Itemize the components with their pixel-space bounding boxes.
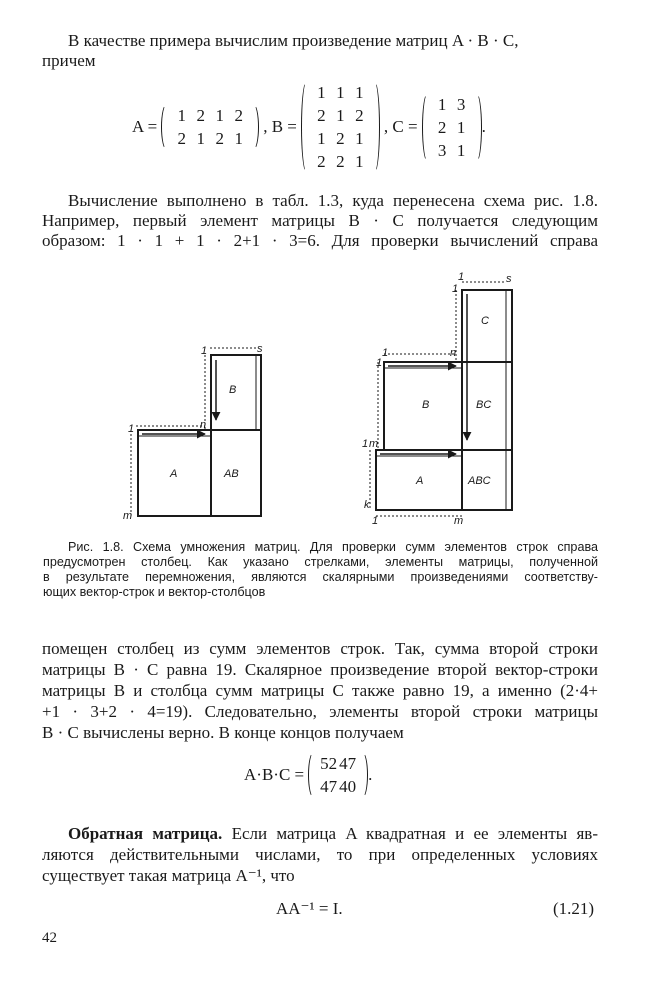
matrix-cell: 1 [456,140,466,160]
para2-line2: Например, первый элемент матрицы B · C получается следующим [42,211,598,230]
matrix-c [422,93,482,162]
fig-right-n: n [450,347,457,359]
para4-line3: существует такая матрица A⁻¹, что [42,866,295,885]
para4-line1-text: Если матрица A квадратная и ее элементы яв- [222,824,598,843]
matrix-cell: 1 [355,152,364,171]
fig-right-m: m [369,438,379,450]
matrix-cell: 1 [355,83,364,102]
matrix-cell: 2 [355,106,364,125]
fig-left-a: A [170,468,178,480]
fig-left-m: m [123,510,133,522]
matrix-row [312,81,369,104]
fig-right-s: s [506,273,512,285]
matrix-a [161,104,259,150]
matrix-cell: 2 [336,152,345,171]
caption-line1: Рис. 1.8. Схема умножения матриц. Для проверки сумм элементов строк справа [68,540,598,554]
matrix-cell: 1 [355,129,364,148]
matrix-cell: 1 [317,83,326,102]
fig-right-one-top: 1 [458,271,465,283]
caption-line3: в результате перемножения, являются скалярными произведениями соответству- [43,570,598,584]
result-matrix [308,752,368,798]
figure-1-8 [0,260,650,535]
matrix-row [312,150,369,173]
matrix-row [312,127,369,150]
matrix-b-label: , B = [263,117,297,136]
matrix-cell: 1 [177,106,186,125]
result-label: A·B·C = [244,765,305,784]
matrix-cell: 2 [317,106,326,125]
fig-left-one-mid: 1 [128,423,135,435]
matrix-cell: 52 [320,754,338,773]
matrix-cell: 3 [456,94,466,114]
matrix-cell: 1 [196,129,205,148]
figure-caption [43,540,598,600]
fig-left-b: B [229,384,237,396]
fig-right-one-a: 1 [362,438,369,450]
matrix-cell: 2 [234,106,243,125]
fig-right-bc: BC [476,399,492,411]
matrix-equation [128,82,486,172]
fig-right-one-c: 1 [452,283,459,295]
matrix-cell: 1 [336,83,345,102]
para3-line5: B · C вычислены верно. В конце концов получаем [42,723,404,742]
matrix-b [301,81,380,173]
matrix-cell: 1 [234,129,243,148]
matrix-cell: 40 [339,777,357,796]
para4-line2: ляются действительными числами, то при определенных условиях [42,845,598,864]
matrix-cell: 1 [336,106,345,125]
fig-right-b: B [422,399,430,411]
matrix-row [172,127,248,150]
fig-right-c: C [481,315,489,327]
para2-line1: Вычисление выполнено в табл. 1.3, куда перенесена схема рис. 1.8. [68,191,598,210]
page-number: 42 [42,930,57,946]
fig-right-abc: ABC [468,475,491,487]
fig-right-one-b2: 1 [376,357,383,369]
matrix-cell: 2 [336,129,345,148]
matrix-cell: 2 [215,129,224,148]
equation-number: (1.21) [553,899,595,918]
caption-line2: предусмотрен столбец. Как указано стрелками, элементы матрицы, полученной [43,555,598,569]
matrix-cell: 3 [437,140,447,160]
caption-line4: ющих вектор-строк и вектор-столбцов [43,585,266,599]
fig-left-ab: AB [224,468,239,480]
matrix-cell: 1 [317,129,326,148]
para3-line2: матрицы B · C равна 19. Скалярное произведение второй вектор-строки [42,660,598,679]
fig-left-n: n [200,419,207,431]
matrix-end: . [481,117,486,136]
para1-line2: причем [42,51,96,70]
result-equation [240,752,372,798]
matrix-row [319,752,357,775]
matrix-row [433,116,471,139]
fig-right-one-b: 1 [382,347,389,359]
fig-left-one-top: 1 [201,345,208,357]
matrix-row [433,93,471,116]
fig-right-m-bot: m [454,515,464,527]
para4-line1 [68,823,598,845]
matrix-row [319,775,357,798]
para3-line3: матрицы B и столбца сумм матрицы C также равно 19, а именно (2·4+ [42,681,598,700]
matrix-row [312,104,369,127]
inverse-matrix-heading: Обратная матрица. [68,824,223,843]
matrix-cell: 2 [437,117,447,137]
matrix-cell: 2 [177,129,186,148]
para3-line1: помещен столбец из сумм элементов строк. Так, сумма второй строки [42,639,598,658]
matrix-row [172,104,248,127]
matrix-row [433,139,471,162]
matrix-cell: 1 [437,94,447,114]
matrix-cell: 47 [339,754,357,773]
fig-right-k: k [364,499,370,511]
matrix-cell: 47 [320,777,338,796]
matrix-c-label: , C = [383,117,418,136]
para3-line4: +1 · 3+2 · 4=19). Следовательно, элементы второй строки матрицы [42,702,598,721]
matrix-a-label: A = [132,117,158,136]
equation-1-21: AA⁻¹ = I. [276,899,343,918]
matrix-cell: 1 [215,106,224,125]
fig-left-s: s [257,343,263,355]
matrix-cell: 2 [317,152,326,171]
matrix-cell: 2 [196,106,205,125]
result-end: . [368,765,373,784]
para1-line1: В качестве примера вычислим произведение матриц A · B · C, [68,31,519,50]
matrix-cell: 1 [456,117,466,137]
fig-right-one-bot: 1 [372,515,379,527]
fig-right-a: A [416,475,424,487]
para2-line3: образом: 1 · 1 + 1 · 2+1 · 3=6. Для проверки вычислений справа [42,231,598,250]
